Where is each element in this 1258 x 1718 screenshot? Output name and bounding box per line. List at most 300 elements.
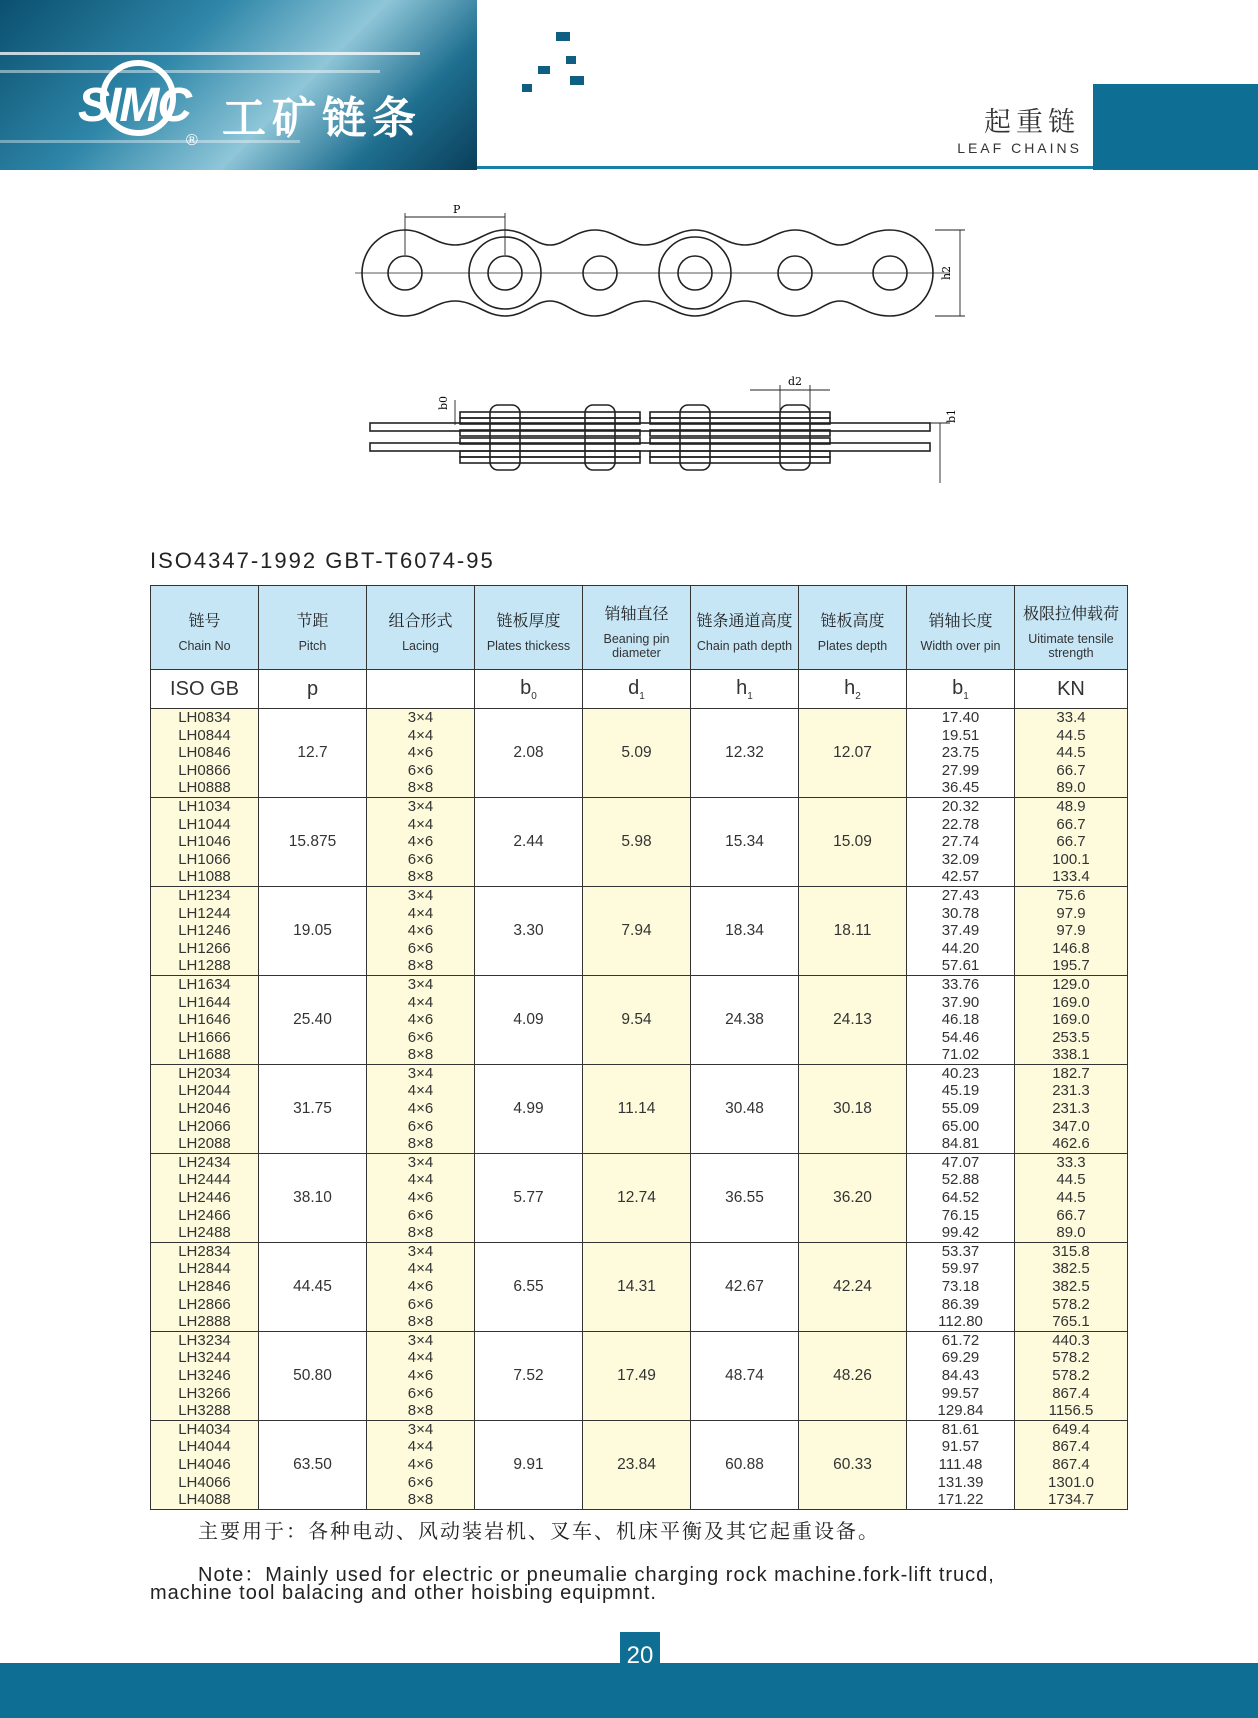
cell-line: 169.0: [1052, 1011, 1090, 1029]
cell-line: 76.15: [941, 1206, 980, 1224]
cell-line: 20.32: [941, 797, 980, 815]
cell-line: 4×4: [407, 1260, 434, 1278]
page-number: 20: [620, 1632, 660, 1672]
cell-line: LH2066: [178, 1117, 231, 1135]
chain-path-depth-cell: 30.48: [691, 1064, 799, 1153]
cell-line: LH2844: [178, 1260, 231, 1278]
tensile-strength-cell: [1015, 975, 1128, 1064]
cell-line: LH3244: [178, 1349, 231, 1367]
plate-thickness-cell: 4.99: [475, 1064, 583, 1153]
chain-path-depth-cell: 15.34: [691, 797, 799, 886]
cell-line: LH2888: [178, 1313, 231, 1331]
cell-line: 42.57: [941, 868, 980, 886]
cell-line: 8×8: [407, 1313, 434, 1331]
lacing-cell: [367, 1064, 475, 1153]
cell-line: LH0866: [178, 761, 231, 779]
pin-diameter-cell: 7.94: [583, 886, 691, 975]
cell-line: 4×6: [407, 1455, 434, 1473]
category-title-cn: 起重链: [984, 107, 1080, 138]
cell-line: 99.42: [941, 1224, 980, 1242]
cell-line: 4×4: [407, 1349, 434, 1367]
column-header-en: Beaning pin diameter: [603, 632, 670, 660]
plate-depth-cell: 24.13: [799, 975, 907, 1064]
cell-line: 649.4: [1052, 1420, 1090, 1438]
cell-line: 347.0: [1052, 1117, 1090, 1135]
cell-line: 315.8: [1052, 1242, 1090, 1260]
cell-line: 27.43: [941, 886, 980, 904]
header-banner: [0, 0, 477, 170]
cell-line: 146.8: [1052, 939, 1090, 957]
cell-line: 195.7: [1052, 957, 1090, 975]
cell-line: LH2846: [178, 1278, 231, 1295]
pitch-cell: 38.10: [259, 1153, 367, 1242]
cell-line: LH3266: [178, 1384, 231, 1402]
column-header: [1015, 586, 1128, 670]
cell-line: 32.09: [941, 850, 980, 868]
cell-line: 4×6: [407, 833, 434, 851]
cell-line: LH3288: [178, 1402, 231, 1420]
cell-line: 47.07: [941, 1153, 980, 1171]
column-header-cn: 链板高度: [820, 611, 885, 630]
cell-line: 3×4: [407, 1331, 434, 1349]
plate-thickness-cell: 2.44: [475, 797, 583, 886]
cell-line: 382.5: [1052, 1260, 1090, 1278]
tensile-strength-cell: [1015, 1331, 1128, 1420]
plate-thickness-cell: 2.08: [475, 709, 583, 798]
column-header: [691, 586, 799, 670]
cell-line: 86.39: [941, 1295, 980, 1313]
cell-line: LH2466: [178, 1206, 231, 1224]
cell-line: 231.3: [1052, 1100, 1090, 1118]
cell-line: 3×4: [407, 1242, 434, 1260]
symbol-kn: KN: [1015, 670, 1128, 709]
pin-diameter-cell: 11.14: [583, 1064, 691, 1153]
cell-line: 6×6: [407, 939, 434, 957]
column-header: [583, 586, 691, 670]
cell-line: 578.2: [1052, 1349, 1090, 1367]
cell-line: LH0888: [178, 779, 231, 797]
cell-line: LH2046: [178, 1100, 231, 1118]
cell-line: 55.09: [941, 1100, 980, 1118]
cell-line: 71.02: [941, 1046, 980, 1064]
table-row: [151, 797, 1128, 886]
cell-line: 3×4: [407, 709, 434, 726]
cell-line: LH2834: [178, 1242, 231, 1260]
cell-line: LH1288: [178, 957, 231, 975]
table-row: [151, 709, 1128, 798]
column-header: [475, 586, 583, 670]
cell-line: 253.5: [1052, 1028, 1090, 1046]
pitch-cell: 44.45: [259, 1242, 367, 1331]
cell-line: LH1266: [178, 939, 231, 957]
width-over-pin-cell: [907, 1153, 1015, 1242]
cell-line: 89.0: [1056, 1224, 1086, 1242]
logo-text: SIMC: [78, 79, 190, 132]
chain-no-cell: [151, 975, 259, 1064]
cell-line: LH4088: [178, 1491, 231, 1509]
cell-line: 4×4: [407, 1438, 434, 1456]
cell-line: 48.9: [1056, 797, 1086, 815]
chain-no-cell: [151, 886, 259, 975]
cell-line: LH2434: [178, 1153, 231, 1171]
cell-line: LH2088: [178, 1135, 231, 1153]
cell-line: LH1088: [178, 868, 231, 886]
symbol-h2: $h_2$: [799, 670, 907, 709]
pitch-cell: 15.875: [259, 797, 367, 886]
note-chinese: 主要用于：各种电动、风动装岩机、叉车、机床平衡及其它起重设备。: [198, 1519, 880, 1543]
cell-line: 66.7: [1056, 1206, 1086, 1224]
cell-line: LH1634: [178, 975, 231, 993]
cell-line: 111.48: [938, 1455, 983, 1473]
cell-line: 19.51: [941, 726, 980, 744]
chain-path-depth-cell: 60.88: [691, 1420, 799, 1509]
cell-line: 17.40: [941, 709, 980, 726]
cell-line: 37.90: [941, 993, 980, 1011]
column-header-cn: 链条通道高度: [696, 611, 793, 630]
cell-line: 4×4: [407, 1171, 434, 1189]
cell-line: 69.29: [941, 1349, 980, 1367]
pin-diameter-cell: 23.84: [583, 1420, 691, 1509]
table-row: [151, 1420, 1128, 1509]
cell-line: 99.57: [941, 1384, 980, 1402]
cell-line: 6×6: [407, 1206, 434, 1224]
symbol-pitch: p: [259, 670, 367, 709]
pin-diameter-cell: 17.49: [583, 1331, 691, 1420]
table-row: [151, 1064, 1128, 1153]
symbol-b1: $b_1$: [907, 670, 1015, 709]
cell-line: 8×8: [407, 868, 434, 886]
chain-path-depth-cell: 12.32: [691, 709, 799, 798]
pin-diameter-cell: 9.54: [583, 975, 691, 1064]
cell-line: 81.61: [941, 1420, 980, 1438]
cell-line: 3×4: [407, 1064, 434, 1082]
column-header-cn: 销轴长度: [928, 611, 993, 630]
tensile-strength-cell: [1015, 886, 1128, 975]
column-header: [151, 586, 259, 670]
column-header-en: Chain path depth: [696, 639, 793, 653]
pin-diameter-cell: 5.98: [583, 797, 691, 886]
cell-line: 8×8: [407, 1135, 434, 1153]
cell-line: LH1046: [178, 833, 231, 851]
lacing-cell: [367, 1242, 475, 1331]
cell-line: 46.18: [941, 1011, 980, 1029]
brand-name: 工矿链条: [222, 93, 422, 144]
table-body: [151, 709, 1128, 1510]
lacing-cell: [367, 886, 475, 975]
tensile-strength-cell: [1015, 797, 1128, 886]
cell-line: 4×6: [407, 1278, 434, 1295]
decor-square: [538, 66, 550, 74]
cell-line: 6×6: [407, 1117, 434, 1135]
cell-line: LH2044: [178, 1082, 231, 1100]
cell-line: 27.74: [941, 833, 980, 851]
cell-line: 4×4: [407, 1082, 434, 1100]
header-accent-bar: [1093, 84, 1258, 170]
cell-line: 44.5: [1056, 726, 1086, 744]
cell-line: LH1644: [178, 993, 231, 1011]
cell-line: LH0834: [178, 709, 231, 726]
chain-path-depth-cell: 24.38: [691, 975, 799, 1064]
lacing-cell: [367, 709, 475, 798]
symbol-h1: $h_1$: [691, 670, 799, 709]
cell-line: LH3234: [178, 1331, 231, 1349]
cell-line: 171.22: [937, 1491, 984, 1509]
cell-line: 40.23: [941, 1064, 980, 1082]
cell-line: 100.1: [1052, 850, 1090, 868]
pin-diameter-cell: 12.74: [583, 1153, 691, 1242]
width-over-pin-cell: [907, 709, 1015, 798]
column-header-cn: 组合形式: [388, 611, 453, 630]
lacing-cell: [367, 975, 475, 1064]
width-over-pin-cell: [907, 886, 1015, 975]
standard-reference: ISO4347-1992 GBT-T6074-95: [150, 548, 495, 573]
cell-line: 8×8: [407, 1402, 434, 1420]
cell-line: 44.20: [941, 939, 980, 957]
cell-line: 231.3: [1052, 1082, 1090, 1100]
cell-line: 4×4: [407, 904, 434, 922]
width-over-pin-cell: [907, 797, 1015, 886]
cell-line: 97.9: [1056, 904, 1086, 922]
cell-line: 4×4: [407, 815, 434, 833]
pitch-cell: 63.50: [259, 1420, 367, 1509]
cell-line: 4×6: [407, 1100, 434, 1118]
symbol-b0: $b_0$: [475, 670, 583, 709]
chain-no-cell: [151, 1242, 259, 1331]
cell-line: 97.9: [1056, 922, 1086, 940]
cell-line: LH1034: [178, 797, 231, 815]
column-header-cn: 节距: [296, 611, 329, 630]
cell-line: LH4034: [178, 1420, 231, 1438]
cell-line: 131.39: [937, 1473, 984, 1491]
cell-line: 440.3: [1052, 1331, 1090, 1349]
table-row: [151, 1153, 1128, 1242]
cell-line: 84.43: [941, 1366, 980, 1384]
cell-line: LH4066: [178, 1473, 231, 1491]
cell-line: 6×6: [407, 761, 434, 779]
column-header: [259, 586, 367, 670]
column-header-en: Width over pin: [920, 639, 1001, 653]
cell-line: 73.18: [941, 1278, 980, 1295]
cell-line: 6×6: [407, 1028, 434, 1046]
cell-line: 65.00: [941, 1117, 980, 1135]
cell-line: 4×6: [407, 744, 434, 762]
cell-line: LH0846: [178, 744, 231, 762]
cell-line: 4×6: [407, 1189, 434, 1207]
column-header-en: Lacing: [402, 639, 439, 653]
label-d2: d2: [788, 375, 803, 388]
table-row: [151, 975, 1128, 1064]
table-row: [151, 1242, 1128, 1331]
decor-square: [570, 76, 584, 85]
cell-line: 59.97: [941, 1260, 980, 1278]
cell-line: LH1666: [178, 1028, 231, 1046]
column-header-cn: 链号: [188, 611, 221, 630]
width-over-pin-cell: [907, 1420, 1015, 1509]
plate-depth-cell: 18.11: [799, 886, 907, 975]
pitch-cell: 25.40: [259, 975, 367, 1064]
cell-line: 33.3: [1056, 1153, 1086, 1171]
cell-line: 867.4: [1052, 1455, 1090, 1473]
label-b1: b1: [945, 408, 958, 423]
cell-line: 8×8: [407, 779, 434, 797]
column-header-cn: 链板厚度: [496, 611, 561, 630]
cell-line: 52.88: [941, 1171, 980, 1189]
cell-line: 8×8: [407, 1224, 434, 1242]
pin-diameter-cell: 14.31: [583, 1242, 691, 1331]
cell-line: LH1246: [178, 922, 231, 940]
tensile-strength-cell: [1015, 1064, 1128, 1153]
column-header-cn: 销轴直径: [604, 604, 669, 623]
cell-line: LH1044: [178, 815, 231, 833]
cell-line: 1734.7: [1048, 1491, 1094, 1509]
plate-depth-cell: 42.24: [799, 1242, 907, 1331]
plate-thickness-cell: 7.52: [475, 1331, 583, 1420]
leaf-chain-spec-table: [150, 585, 1128, 1510]
note-english-line2: machine tool balacing and other hoisbing equipmnt.: [150, 1582, 657, 1604]
cell-line: 4×4: [407, 993, 434, 1011]
chain-no-cell: [151, 1420, 259, 1509]
cell-line: 27.99: [941, 761, 980, 779]
label-h2: h2: [940, 265, 953, 280]
decor-square: [556, 32, 570, 41]
cell-line: 3×4: [407, 975, 434, 993]
cell-line: LH2488: [178, 1224, 231, 1242]
cell-line: 64.52: [941, 1189, 980, 1207]
pitch-cell: 19.05: [259, 886, 367, 975]
column-header: [799, 586, 907, 670]
chain-no-cell: [151, 1064, 259, 1153]
chain-no-cell: [151, 797, 259, 886]
pitch-cell: 31.75: [259, 1064, 367, 1153]
label-p: P: [453, 205, 461, 216]
tensile-strength-cell: [1015, 1242, 1128, 1331]
cell-line: 66.7: [1056, 815, 1086, 833]
chain-no-cell: [151, 1331, 259, 1420]
cell-line: 53.37: [941, 1242, 980, 1260]
table-symbol-row: [151, 670, 1128, 709]
plate-thickness-cell: 4.09: [475, 975, 583, 1064]
cell-line: LH4044: [178, 1438, 231, 1456]
note-english-line1: Note：Mainly used for electric or pneumalie charging rock machine.fork-lift trucd,: [198, 1564, 995, 1586]
cell-line: 30.78: [941, 904, 980, 922]
plate-depth-cell: 15.09: [799, 797, 907, 886]
symbol-chain-no: ISO GB: [151, 670, 259, 709]
cell-line: 867.4: [1052, 1438, 1090, 1456]
cell-line: LH0844: [178, 726, 231, 744]
pitch-cell: 12.7: [259, 709, 367, 798]
cell-line: 22.78: [941, 815, 980, 833]
cell-line: 8×8: [407, 957, 434, 975]
cell-line: 382.5: [1052, 1278, 1090, 1295]
chain-path-depth-cell: 36.55: [691, 1153, 799, 1242]
cell-line: 4×6: [407, 1366, 434, 1384]
cell-line: 45.19: [941, 1082, 980, 1100]
plate-thickness-cell: 9.91: [475, 1420, 583, 1509]
cell-line: 4×6: [407, 1011, 434, 1029]
column-header-en: Uitimate tensile strength: [1028, 632, 1114, 660]
cell-line: 57.61: [941, 957, 980, 975]
symbol-lacing: [367, 670, 475, 709]
cell-line: 8×8: [407, 1046, 434, 1064]
cell-line: LH2034: [178, 1064, 231, 1082]
width-over-pin-cell: [907, 1331, 1015, 1420]
chain-no-cell: [151, 709, 259, 798]
cell-line: 44.5: [1056, 1189, 1086, 1207]
cell-line: 89.0: [1056, 779, 1086, 797]
cell-line: 3×4: [407, 1420, 434, 1438]
column-header: [907, 586, 1015, 670]
lacing-cell: [367, 1331, 475, 1420]
column-header-en: Plates depth: [817, 639, 888, 653]
cell-line: 66.7: [1056, 761, 1086, 779]
pin-diameter-cell: 5.09: [583, 709, 691, 798]
cell-line: 133.4: [1052, 868, 1090, 886]
cell-line: 84.81: [941, 1135, 980, 1153]
cell-line: 36.45: [941, 779, 980, 797]
lacing-cell: [367, 1153, 475, 1242]
decor-square: [566, 56, 576, 64]
tensile-strength-cell: [1015, 709, 1128, 798]
cell-line: LH1066: [178, 850, 231, 868]
table-row: [151, 886, 1128, 975]
plate-thickness-cell: 5.77: [475, 1153, 583, 1242]
plate-thickness-cell: 3.30: [475, 886, 583, 975]
column-header-en: Plates thickess: [486, 639, 571, 653]
cell-line: 4×6: [407, 922, 434, 940]
plate-depth-cell: 48.26: [799, 1331, 907, 1420]
column-header-en: Chain No: [178, 639, 231, 653]
cell-line: 3×4: [407, 797, 434, 815]
column-header-en: Pitch: [298, 639, 327, 653]
cell-line: LH1646: [178, 1011, 231, 1029]
table-header-row: [151, 586, 1128, 670]
cell-line: 578.2: [1052, 1366, 1090, 1384]
cell-line: 8×8: [407, 1491, 434, 1509]
cell-line: 33.76: [941, 975, 980, 993]
cell-line: LH1234: [178, 886, 231, 904]
tensile-strength-cell: [1015, 1420, 1128, 1509]
cell-line: 54.46: [941, 1028, 980, 1046]
cell-line: 1301.0: [1048, 1473, 1094, 1491]
cell-line: LH1244: [178, 904, 231, 922]
decor-square: [522, 84, 532, 92]
cell-line: 6×6: [407, 1473, 434, 1491]
chain-no-cell: [151, 1153, 259, 1242]
cell-line: 91.57: [941, 1438, 980, 1456]
cell-line: LH4046: [178, 1455, 231, 1473]
plate-depth-cell: 60.33: [799, 1420, 907, 1509]
cell-line: 867.4: [1052, 1384, 1090, 1402]
cell-line: 33.4: [1056, 709, 1086, 726]
chain-path-depth-cell: 18.34: [691, 886, 799, 975]
pitch-cell: 50.80: [259, 1331, 367, 1420]
header-rule: [477, 166, 1093, 169]
category-title-en: LEAF CHAINS: [957, 140, 1082, 156]
cell-line: 6×6: [407, 1295, 434, 1313]
cell-line: LH2444: [178, 1171, 231, 1189]
cell-line: 6×6: [407, 850, 434, 868]
cell-line: 37.49: [941, 922, 980, 940]
width-over-pin-cell: [907, 1242, 1015, 1331]
plate-thickness-cell: 6.55: [475, 1242, 583, 1331]
leaf-chain-drawing: [350, 205, 970, 495]
cell-line: LH3246: [178, 1366, 231, 1384]
column-header: [367, 586, 475, 670]
width-over-pin-cell: [907, 1064, 1015, 1153]
tensile-strength-cell: [1015, 1153, 1128, 1242]
cell-line: 169.0: [1052, 993, 1090, 1011]
column-header-cn: 极限拉伸载荷: [1022, 604, 1119, 623]
